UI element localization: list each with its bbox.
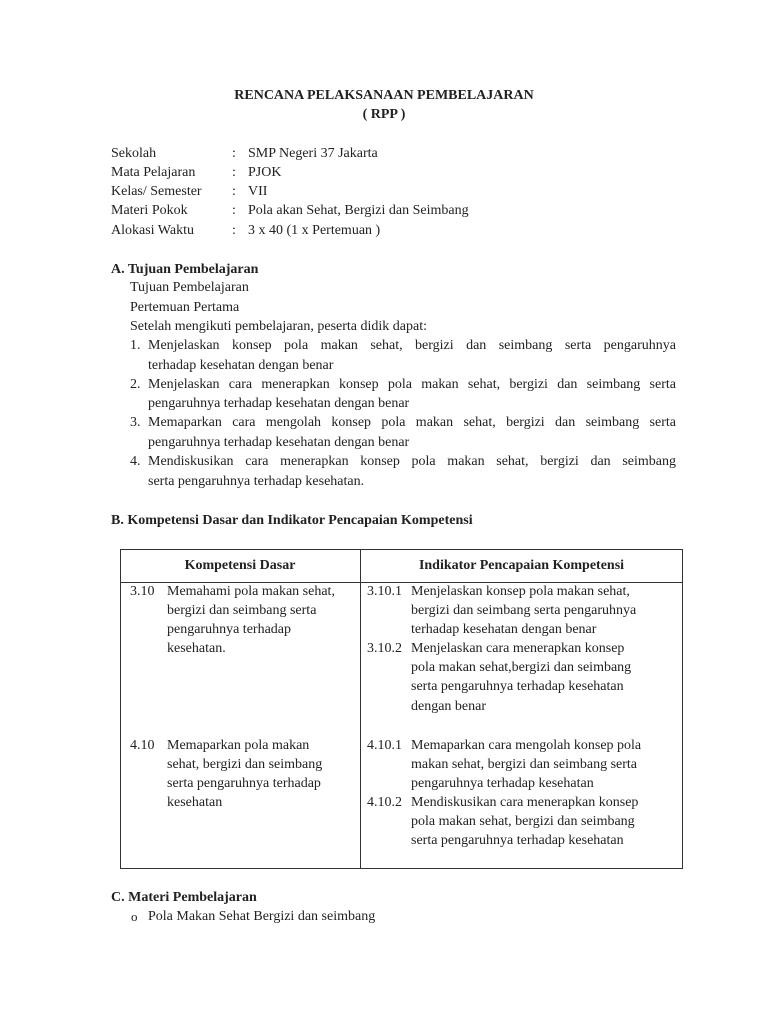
info-sep: : xyxy=(232,203,236,218)
section-a-intro: Setelah mengikuti pembelajaran, peserta didik dapat: xyxy=(130,319,428,334)
list-number: 1. xyxy=(130,338,141,353)
list-item-line: Mendiskusikan cara menerapkan konsep pola makan sehat, bergizi dan seimbang xyxy=(148,454,676,469)
ipk-number: 4.10.2 xyxy=(367,795,402,810)
ipk-line: makan sehat, bergizi dan seimbang serta xyxy=(411,757,637,772)
kd-line: pengaruhnya terhadap xyxy=(167,622,291,637)
ipk-line: pengaruhnya terhadap kesehatan xyxy=(411,776,594,791)
ipk-line: Menjelaskan konsep pola makan sehat, xyxy=(411,584,630,599)
table-divider xyxy=(360,549,361,869)
info-sep: : xyxy=(232,223,236,238)
ipk-line: Memaparkan cara mengolah konsep pola xyxy=(411,738,642,753)
list-item-line: serta pengaruhnya terhadap kesehatan. xyxy=(148,474,365,489)
kd-line: kesehatan xyxy=(167,795,223,810)
kd-line: Memaparkan pola makan xyxy=(167,738,310,753)
ipk-line: serta pengaruhnya terhadap kesehatan xyxy=(411,833,624,848)
ipk-number: 3.10.1 xyxy=(367,584,402,599)
ipk-line: serta pengaruhnya terhadap kesehatan xyxy=(411,679,624,694)
kd-line: sehat, bergizi dan seimbang xyxy=(167,757,323,772)
list-item-line: terhadap kesehatan dengan benar xyxy=(148,358,334,373)
list-item-line: pengaruhnya terhadap kesehatan dengan benar xyxy=(148,396,410,411)
table-header-kd: Kompetensi Dasar xyxy=(184,558,296,573)
info-value: PJOK xyxy=(248,165,282,180)
list-item-line: pengaruhnya terhadap kesehatan dengan benar xyxy=(148,435,410,450)
document-title: RENCANA PELAKSANAAN PEMBELAJARAN xyxy=(234,88,534,103)
section-a-intro: Tujuan Pembelajaran xyxy=(130,280,249,295)
kd-line: serta pengaruhnya terhadap xyxy=(167,776,321,791)
section-a-intro: Pertemuan Pertama xyxy=(130,300,240,315)
list-item-line: Memaparkan cara mengolah konsep pola makan sehat, bergizi dan seimbang serta xyxy=(148,415,676,430)
list-item-line: Menjelaskan cara menerapkan konsep pola makan sehat, bergizi dan seimbang serta xyxy=(148,377,676,392)
ipk-line: Mendiskusikan cara menerapkan konsep xyxy=(411,795,639,810)
info-value: SMP Negeri 37 Jakarta xyxy=(248,146,378,161)
kd-line: Memahami pola makan sehat, xyxy=(167,584,335,599)
list-item-line: Menjelaskan konsep pola makan sehat, bergizi dan seimbang serta pengaruhnya xyxy=(148,338,676,353)
list-number: 4. xyxy=(130,454,141,469)
bullet-icon: o xyxy=(131,909,138,924)
table-header-ipk: Indikator Pencapaian Kompetensi xyxy=(418,558,625,573)
ipk-line: pola makan sehat,bergizi dan seimbang xyxy=(411,660,632,675)
document-subtitle: ( RPP ) xyxy=(362,107,406,122)
ipk-line: dengan benar xyxy=(411,699,487,714)
info-label: Mata Pelajaran xyxy=(111,165,196,180)
kd-line: bergizi dan seimbang serta xyxy=(167,603,317,618)
list-number: 2. xyxy=(130,377,141,392)
kd-number: 4.10 xyxy=(130,738,155,753)
info-label: Materi Pokok xyxy=(111,203,188,218)
ipk-line: Menjelaskan cara menerapkan konsep xyxy=(411,641,625,656)
list-item: Pola Makan Sehat Bergizi dan seimbang xyxy=(148,909,376,924)
info-sep: : xyxy=(232,184,236,199)
list-number: 3. xyxy=(130,415,141,430)
section-c-heading: C. Materi Pembelajaran xyxy=(111,890,257,905)
ipk-line: bergizi dan seimbang serta pengaruhnya xyxy=(411,603,637,618)
ipk-number: 3.10.2 xyxy=(367,641,402,656)
info-sep: : xyxy=(232,146,236,161)
kd-line: kesehatan. xyxy=(167,641,226,656)
ipk-number: 4.10.1 xyxy=(367,738,402,753)
info-sep: : xyxy=(232,165,236,180)
ipk-line: terhadap kesehatan dengan benar xyxy=(411,622,597,637)
kd-number: 3.10 xyxy=(130,584,155,599)
info-value: 3 x 40 (1 x Pertemuan ) xyxy=(248,223,381,238)
section-b-heading: B. Kompetensi Dasar dan Indikator Pencapaian Kompetensi xyxy=(111,513,473,528)
info-value: Pola akan Sehat, Bergizi dan Seimbang xyxy=(248,203,469,218)
section-a-heading: A. Tujuan Pembelajaran xyxy=(111,262,259,277)
ipk-line: pola makan sehat, bergizi dan seimbang xyxy=(411,814,635,829)
info-value: VII xyxy=(248,184,268,199)
info-label: Sekolah xyxy=(111,146,157,161)
info-label: Kelas/ Semester xyxy=(111,184,202,199)
info-label: Alokasi Waktu xyxy=(111,223,194,238)
